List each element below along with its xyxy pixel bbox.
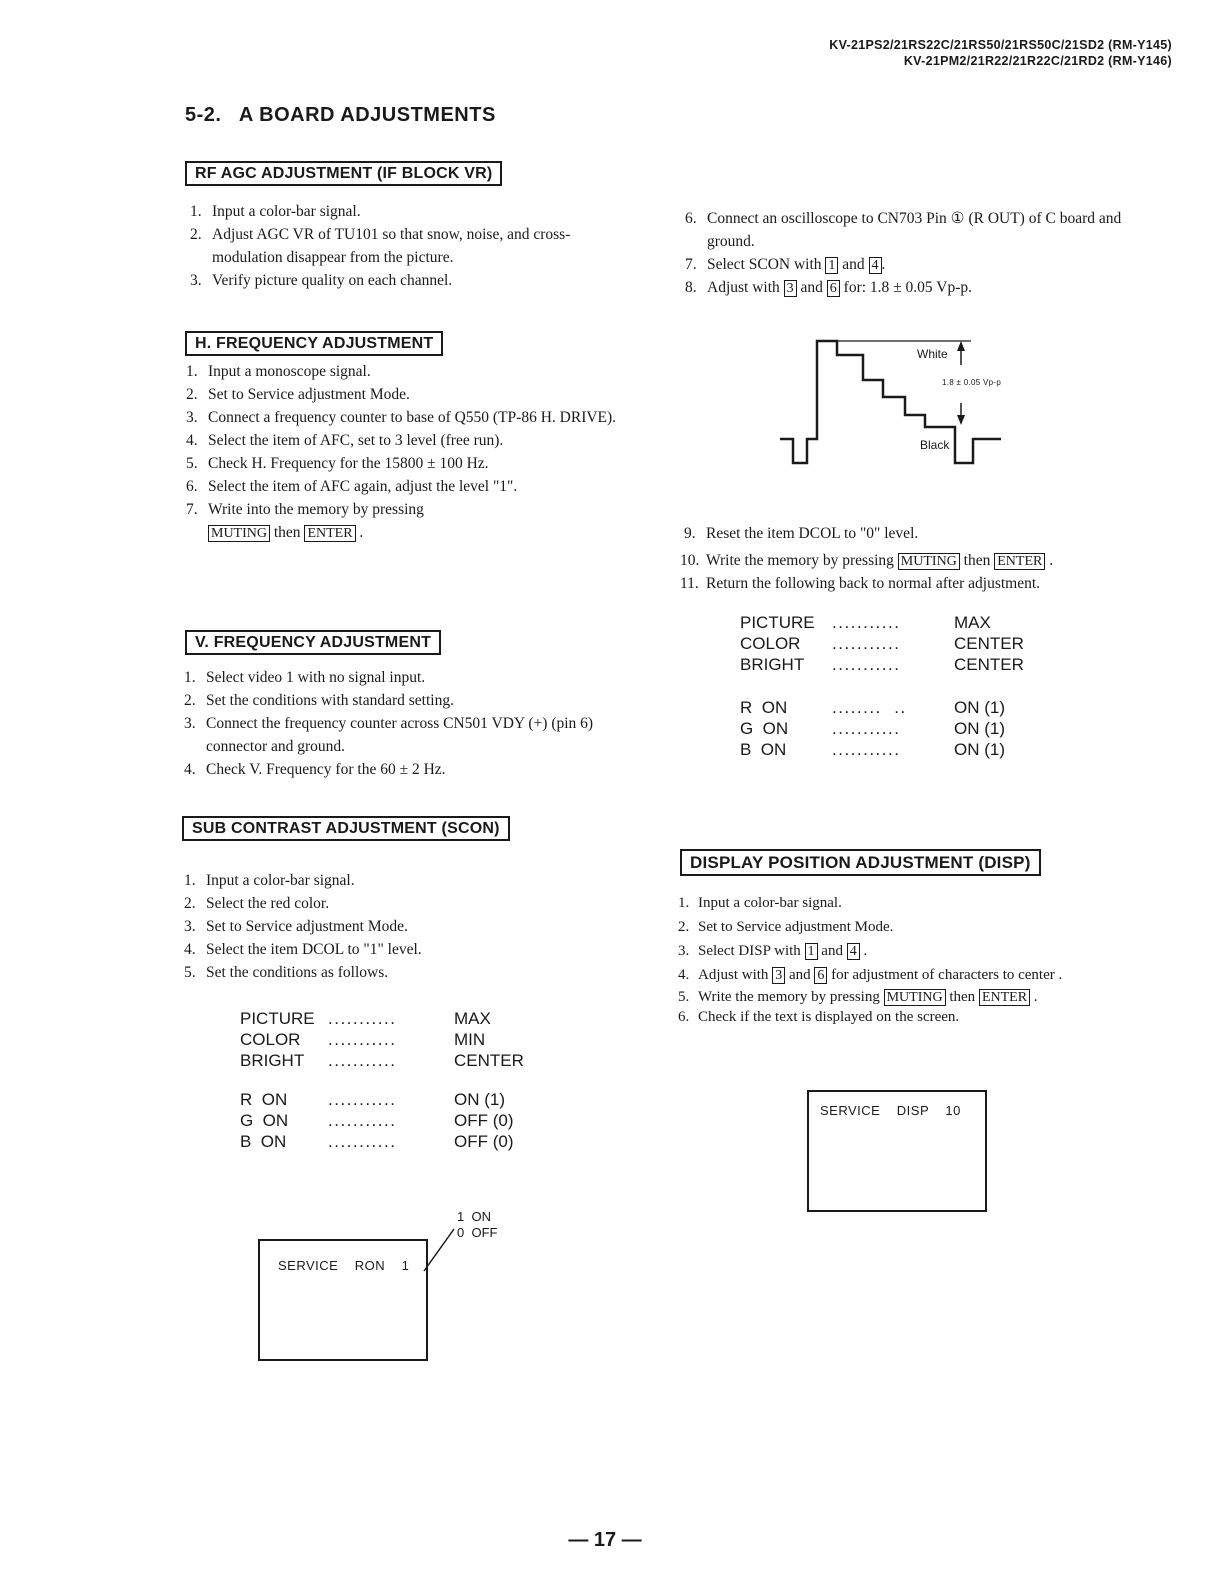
enter-key: ENTER <box>304 525 355 542</box>
scon-steps-final <box>680 522 1160 595</box>
list-item: 5. Write the memory by pressing MUTING then ENTER . <box>678 989 1038 1005</box>
list-item: 4. Adjust with 3 and 6 for adjustment of characters to center . <box>678 967 1063 983</box>
key-4: 4 <box>847 943 860 960</box>
list-item: 2. Set to Service adjustment Mode. <box>678 919 894 935</box>
key-6: 6 <box>827 280 840 297</box>
model-line-1: KV-21PS2/21RS22C/21RS50/21RS50C/21SD2 (RM-Y145) <box>829 38 1172 52</box>
list-item: 7. Write into the memory by pressing MUTING then ENTER . <box>186 501 424 541</box>
list-item: 1. Input a color-bar signal. <box>678 895 842 911</box>
normal-settings <box>740 612 1060 760</box>
list-item: 11. Return the following back to normal after adjustment. <box>680 575 1041 592</box>
scon-steps-continued <box>685 207 1155 299</box>
list-item: 6. Select the item of AFC again, adjust the level "1". <box>186 478 518 495</box>
sub-contrast-settings <box>240 1008 560 1152</box>
key-3: 3 <box>772 967 785 984</box>
setting-row: PICTURE ........... MAX <box>740 613 991 632</box>
rf-agc-heading: RF AGC ADJUSTMENT (IF BLOCK VR) <box>185 161 502 186</box>
list-item: 3. Connect a frequency counter to base of Q550 (TP-86 H. DRIVE). <box>186 409 617 426</box>
sub-contrast-steps <box>184 869 624 984</box>
list-item: 3. Set to Service adjustment Mode. <box>184 918 408 935</box>
muting-key: MUTING <box>208 525 270 542</box>
list-item: 3. Select DISP with 1 and 4 . <box>678 943 868 959</box>
list-item: 2. Select the red color. <box>184 895 330 912</box>
rf-agc-steps <box>190 200 610 292</box>
list-item: 4. Check V. Frequency for the 60 ± 2 Hz. <box>184 761 446 778</box>
screen-text-disp: SERVICE DISP 10 <box>820 1103 961 1118</box>
list-item: 4. Select the item DCOL to "1" level. <box>184 941 422 958</box>
setting-row: BRIGHT ........... CENTER <box>740 655 1024 674</box>
callout-on-label: 1 ON <box>457 1209 491 1224</box>
key-6: 6 <box>814 967 827 984</box>
callout-off-label: 0 OFF <box>457 1225 498 1240</box>
list-item: 5. Set the conditions as follows. <box>184 964 389 981</box>
enter-key: ENTER <box>979 989 1030 1006</box>
page-number: — 17 — <box>568 1529 642 1551</box>
list-item: 2. Set the conditions with standard setting. <box>184 692 454 709</box>
list-item: 10. Write the memory by pressing MUTING then ENTER . <box>680 552 1054 569</box>
waveform-trace <box>780 341 1001 463</box>
setting-row: COLOR ........... MIN <box>240 1030 486 1049</box>
list-item: 3. Verify picture quality on each channel. <box>190 272 453 289</box>
key-1: 1 <box>805 943 818 960</box>
list-item: 1. Input a monoscope signal. <box>186 363 371 380</box>
list-item: 6. Connect an oscilloscope to CN703 Pin ① (R OUT) of C board and ground. <box>685 210 1122 250</box>
muting-key: MUTING <box>884 989 946 1006</box>
setting-row: COLOR ........... CENTER <box>740 634 1024 653</box>
setting-row: B ON ........... ON (1) <box>740 740 1005 759</box>
v-freq-heading: V. FREQUENCY ADJUSTMENT <box>185 630 441 655</box>
list-item: 1. Input a color-bar signal. <box>184 872 355 889</box>
list-item: 9. Reset the item DCOL to "0" level. <box>684 525 919 542</box>
setting-row: BRIGHT ........... CENTER <box>240 1051 524 1070</box>
setting-row: R ON ........ .. ON (1) <box>740 698 1005 717</box>
setting-row: G ON ........... ON (1) <box>740 719 1005 738</box>
model-line-2: KV-21PM2/21R22/21R22C/21RD2 (RM-Y146) <box>903 54 1172 68</box>
enter-key: ENTER <box>994 553 1045 570</box>
list-item: 4. Select the item of AFC, set to 3 level (free run). <box>186 432 504 449</box>
h-freq-steps <box>186 360 626 544</box>
white-label: White <box>917 347 948 361</box>
h-freq-heading: H. FREQUENCY ADJUSTMENT <box>185 331 443 356</box>
section-title: 5-2. A BOARD ADJUSTMENTS <box>185 104 496 126</box>
amplitude-label: 1.8 ± 0.05 Vp-p <box>942 378 1002 387</box>
setting-row: G ON ........... OFF (0) <box>240 1111 514 1130</box>
list-item: 8. Adjust with 3 and 6 for: 1.8 ± 0.05 Vp-p. <box>685 279 973 296</box>
list-item: 1. Input a color-bar signal. <box>190 203 361 220</box>
list-item: 7. Select SCON with 1 and 4 . <box>685 256 886 273</box>
setting-row: R ON ........... ON (1) <box>240 1090 505 1109</box>
waveform-diagram <box>775 335 1015 475</box>
muting-key: MUTING <box>898 553 960 570</box>
setting-row: B ON ........... OFF (0) <box>240 1132 514 1151</box>
display-position-steps <box>678 891 1158 1027</box>
key-4: 4 <box>869 257 882 274</box>
setting-row: PICTURE ........... MAX <box>240 1009 491 1028</box>
callout-line <box>420 1225 460 1275</box>
list-item: 6. Check if the text is displayed on the screen. <box>678 1009 960 1025</box>
key-1: 1 <box>825 257 838 274</box>
list-item: 1. Select video 1 with no signal input. <box>184 669 426 686</box>
list-item: 2. Adjust AGC VR of TU101 so that snow, noise, and cross-modulation disappear from the picture. <box>190 226 571 266</box>
list-item: 3. Connect the frequency counter across CN501 VDY (+) (pin 6) connector and ground. <box>184 715 594 755</box>
display-position-heading: DISPLAY POSITION ADJUSTMENT (DISP) <box>680 849 1041 876</box>
key-3: 3 <box>784 280 797 297</box>
list-item: 2. Set to Service adjustment Mode. <box>186 386 410 403</box>
black-label: Black <box>920 438 950 452</box>
screen-text-ron: SERVICE RON 1 <box>278 1258 410 1273</box>
list-item: 5. Check H. Frequency for the 15800 ± 100 Hz. <box>186 455 489 472</box>
sub-contrast-heading: SUB CONTRAST ADJUSTMENT (SCON) <box>182 816 510 841</box>
v-freq-steps <box>184 666 624 781</box>
